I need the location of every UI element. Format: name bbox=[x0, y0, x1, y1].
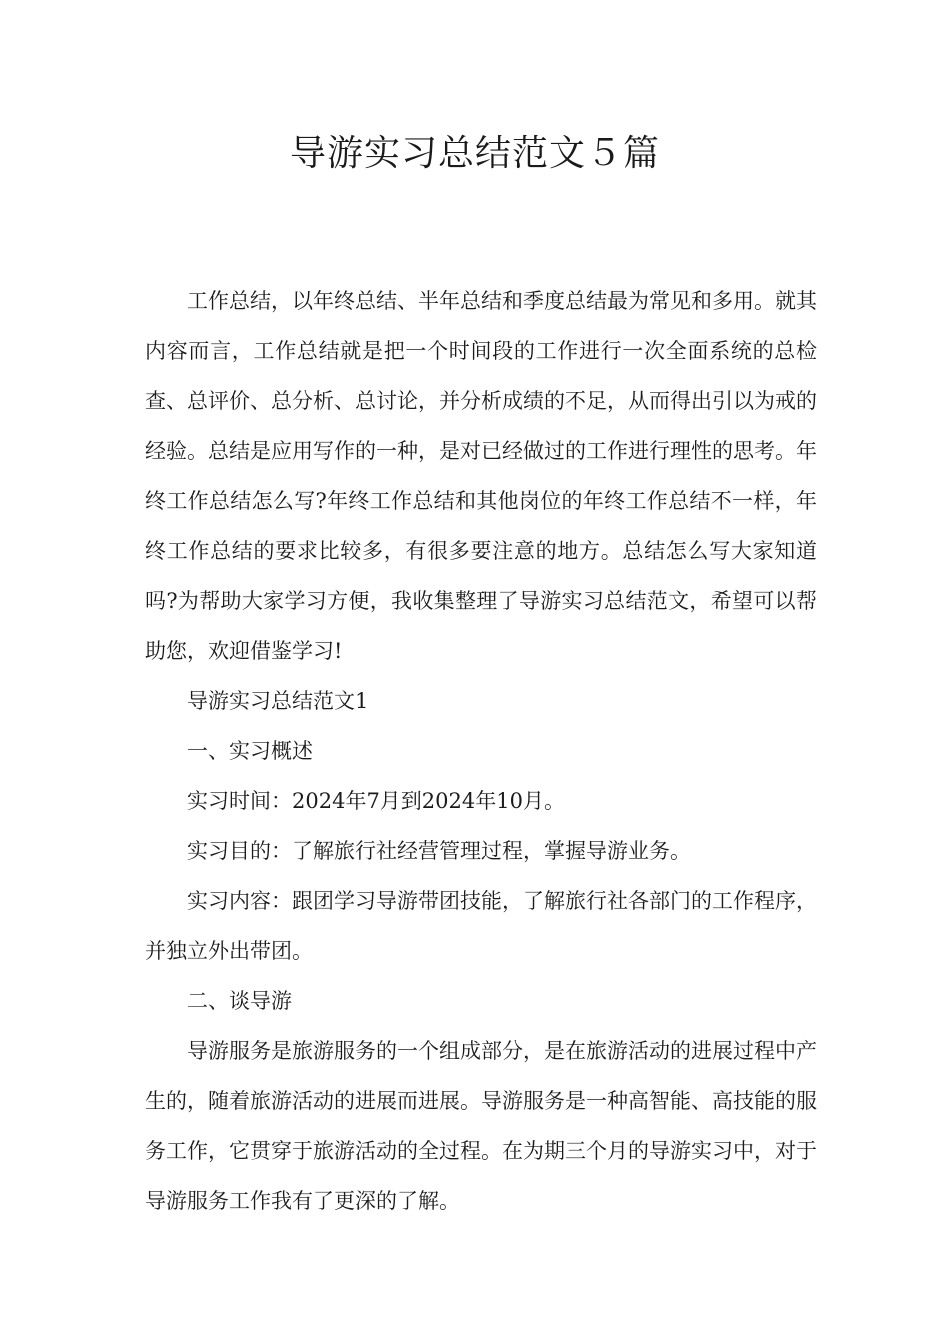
section-heading-sample-1: 导游实习总结范文1 bbox=[187, 689, 369, 713]
document-title: 导游实习总结范文５篇 bbox=[289, 133, 660, 174]
intro-paragraph: 工作总结，以年终总结、半年总结和季度总结最为常见和多用。就其内容而言，工作总结就是把一个时间段的工作进行一次全面系统的总检查、总评价、总分析、总讨论，并分析成绩的不足，从而得出引以为戒的经验。总结是应用写作的一种，是对已经做过的工作进行理性的思考。年终工作总结怎么写?年终工作总结和其他岗位的年终工作总结不一样，年终工作总结的要求比较多，有很多要注意的地方。总结怎么写大家知道吗?为帮助大家学习方便，我收集整理了导游实习总结范文，希望可以帮助您，欢迎借鉴学习! bbox=[145, 289, 817, 663]
internship-content: 实习内容：跟团学习导游带团技能，了解旅行社各部门的工作程序，并独立外出带团。 bbox=[145, 889, 817, 963]
section-heading-guide: 二、谈导游 bbox=[187, 989, 292, 1013]
internship-time: 实习时间：2024年7月到2024年10月。 bbox=[187, 789, 565, 813]
section-heading-overview: 一、实习概述 bbox=[187, 739, 313, 763]
internship-purpose: 实习目的：了解旅行社经营管理过程，掌握导游业务。 bbox=[187, 839, 691, 863]
document-body bbox=[145, 276, 817, 1226]
guide-service-paragraph: 导游服务是旅游服务的一个组成部分，是在旅游活动的进展过程中产生的，随着旅游活动的进展而进展。导游服务是一种高智能、高技能的服务工作，它贯穿于旅游活动的全过程。在为期三个月的导游实习中，对于导游服务工作我有了更深的了解。 bbox=[145, 1039, 817, 1213]
